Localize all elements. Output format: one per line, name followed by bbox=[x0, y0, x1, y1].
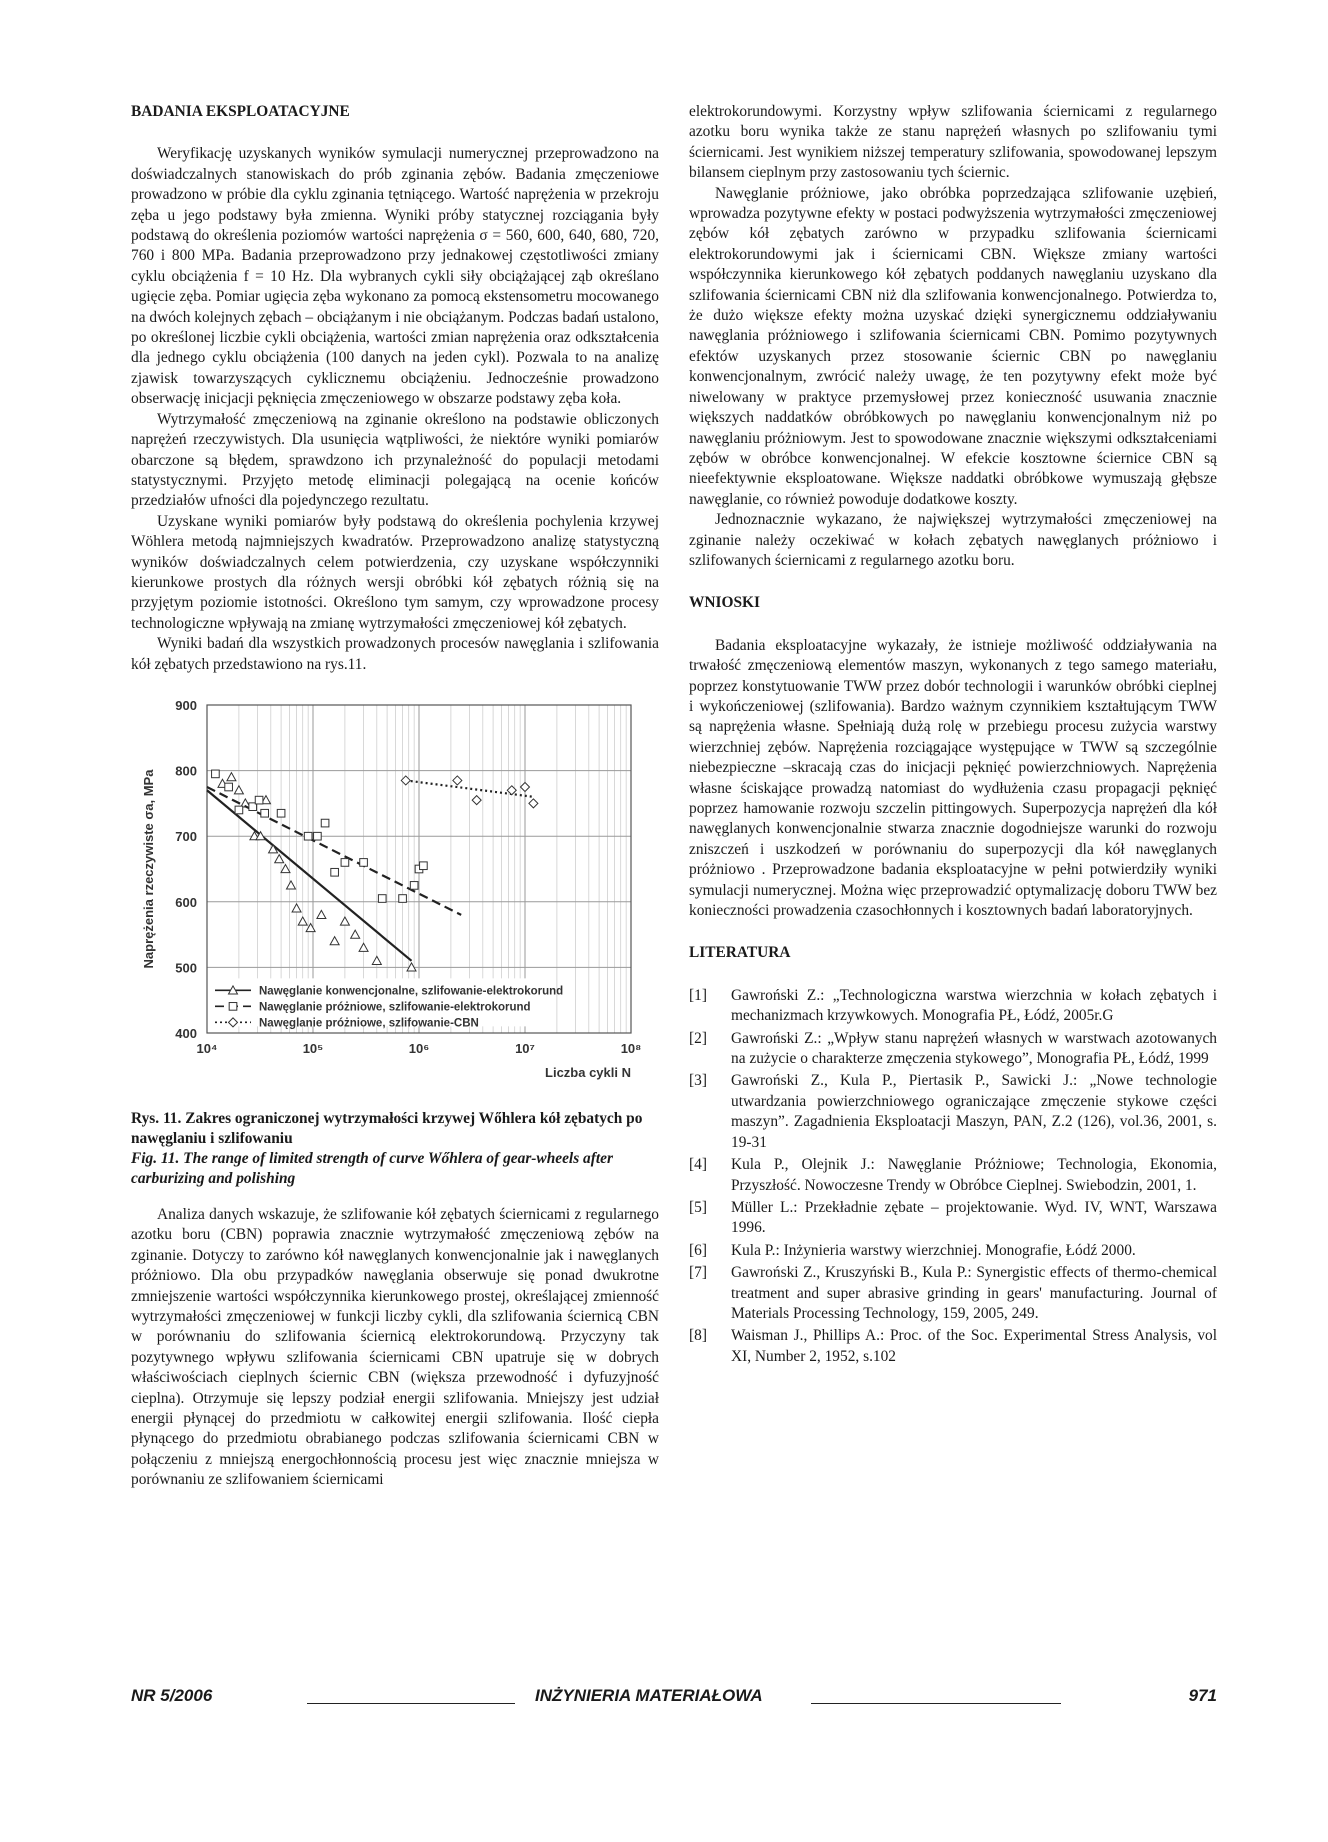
data-point bbox=[399, 895, 407, 903]
x-axis-label: Liczba cykli N bbox=[545, 1064, 631, 1080]
data-point bbox=[359, 943, 368, 951]
data-point bbox=[255, 796, 263, 804]
legend-label: Nawęglanie próżniowe, szlifowanie-CBN bbox=[259, 1017, 479, 1030]
paragraph: Weryfikację uzyskanych wyników symulacji numerycznej przeprowadzono na doświadczalnych stanowiskach do prób zginania zębów. Badania zmęczeniowe prowadzono w próbie dla cyklu zginania tętniącego. Wartość naprężenia w przekroju zęba u jego podstawy była zmienna. Wyniki próby statycznej rozciągania były podstawą do określenia poziomów wartości naprężenia σ = 560, 600, 640, 680, 720, 760 i 800 MPa. Badania przeprowadzono przy jednakowej częstotliwości zmiany cyklu obciążenia f = 10 Hz. Dla wybranych cykli siły obciążającej ząb określano ugięcie zęba. Pomiar ugięcia zęba wykonano za pomocą ekstensometru mocowanego na dwóch kolejnych zębach – obciążanym i nie obciążanym. Podczas badań ustalono, po określonej liczbie cykli obciążenia, wartości zmian naprężenia oraz odkształcenia dla jednego cyklu obciążenia (100 danych na jeden cykl). Pozwala to na analizę zjawisk towarzyszących cyklicznemu obciążeniu. Jednocześnie prowadzono obserwację inicjacji pęknięcia zmęczeniowego w obszarze podstawy zęba koła. bbox=[131, 145, 659, 408]
series-fit-line bbox=[207, 790, 412, 961]
data-point bbox=[212, 770, 220, 778]
x-tick-label: 10⁵ bbox=[302, 1040, 324, 1056]
x-tick-label: 10⁴ bbox=[196, 1040, 218, 1056]
section-heading: BADANIA EKSPLOATACYJNE bbox=[131, 103, 350, 120]
right-column bbox=[689, 102, 1217, 1369]
data-point bbox=[225, 783, 233, 791]
page-number: 971 bbox=[1188, 1686, 1217, 1705]
footer-rule bbox=[307, 1703, 515, 1704]
y-tick-label: 600 bbox=[175, 894, 197, 910]
data-point bbox=[378, 895, 386, 903]
data-point bbox=[521, 782, 530, 791]
data-point bbox=[314, 832, 322, 840]
paragraph: Jednoznacznie wykazano, że największej wytrzymałości zmęczeniowej na zginanie należy oczekiwać w kołach zębatych nawęglanych próżniowo i szlifowanych ściernicami z regularnego azotku boru. bbox=[689, 511, 1217, 569]
x-tick-label: 10⁸ bbox=[620, 1040, 642, 1056]
literatura-heading: LITERATURA bbox=[689, 944, 791, 962]
reference-item: [1] Gawroński Z.: „Technologiczna warstwa wierzchnia w kołach zębatych i mechanizmach krzywkowych. Monografia PŁ, Łódź, 2005r.G bbox=[689, 986, 1217, 1025]
data-point bbox=[321, 819, 329, 827]
data-point bbox=[286, 881, 295, 889]
data-point bbox=[410, 882, 418, 890]
page-footer bbox=[131, 1686, 1217, 1710]
wnioski-text: Badania eksploatacyjne wykazały, że istnieje możliwość oddziaływania na trwałość zmęczeniową elementów maszyn, wykonanych z tego samego materiału, poprzez konstytuowanie TWW przez dobór technologii i warunków obróbki cieplnej i wykończeniowej (szlifowania). Bardzo ważnym czynnikiem kształtującym TWW są naprężenia własne. Spełniają dużą rolę w przebiegu procesu zużycia warstwy wierzchniej zębów. Naprężenia rozciągające występujące w TWW są szczególnie niebezpieczne –skracają czas do inicjacji pęknięć powierzchniowych. Naprężenia własne ściskające prowadzą natomiast do wydłużenia czasu propagacji pęknięć poprzez hamowanie rozwoju szczelin pittingowych. Superpozycja naprężeń dla kół nawęglanych konwencjonalnie stwarza znacznie dogodniejsze warunki do rozwoju zniszczeń i uszkodzeń w porównaniu do superpozycji dla kół nawęglanych próżniowo . Przeprowadzone badania eksploatacyjne w pełni potwierdziły wyniki symulacji numerycznej. Można więc przeprowadzić optymalizację doboru TWW bez konieczności prowadzenia czasochłonnych i kosztownych badań laboratoryjnych. bbox=[689, 636, 1217, 920]
data-point bbox=[227, 773, 236, 781]
data-point bbox=[281, 864, 290, 872]
paragraph: Wytrzymałość zmęczeniową na zginanie określono na podstawie obliczonych naprężeń rzeczywistych. Dla usunięcia wątpliwości, że niektóre wyniki pomiarów obarczone są błędem, sprawdzono ich przynależność do populacji metodami statystycznymi. Przyjęto metodę eliminacji polegającą na ocenie końców przedziałów ufności dla pojedynczego rezultatu. bbox=[131, 410, 659, 510]
reference-item: [8] Waisman J., Phillips A.: Proc. of the Soc. Experimental Stress Analysis, vol XI, Number 2, 1952, s.102 bbox=[689, 1327, 1217, 1365]
y-tick-label: 800 bbox=[175, 763, 197, 779]
paragraph: Nawęglanie próżniowe, jako obróbka poprzedzająca szlifowanie uzębień, wprowadza pozytywne efekty w postaci podwyższenia wytrzymałości zmęczeniowej zębów kół zębatych zarówno w przypadku szlifowania ściernicami elektrokorundowymi jak i ściernicami CBN. Większe zmiany wartości współczynnika kierunkowego kół zębatych poddanych nawęglaniu uzyskano dla szlifowania ściernicami CBN niż dla szlifowania konwencjonalnego. Potwierdza to, że dużo większe efekty można uzyskać dzięki synergicznemu oddziaływaniu nawęglania próżniowego i szlifowania ściernicami CBN. Pomimo pozytywnych efektów uzyskanych przez stosowanie ściernic CBN po nawęglaniu konwencjonalnym, zwrócić należy uwagę, że ten pozytywny efekt może być niwelowany w praktyce przemysłowej przez konieczność usuwania znacznie większych naddatków obróbkowych po nawęglaniu konwencjonalnym niż po nawęglaniu próżniowym. Jest to spowodowane znacznie większymi odkształceniami zębów w obróbce konwencjonalnej. W efekcie kosztowne ściernice CBN są nieefektywnie eksploatowane. Większe naddatki obróbkowe wymuszają głębsze nawęglanie, co również powoduje dodatkowe koszty. bbox=[689, 184, 1217, 508]
footer-rule bbox=[811, 1703, 1061, 1704]
data-point bbox=[372, 956, 381, 964]
reference-item: [4] Kula P., Olejnik J.: Nawęglanie Próżniowe; Technologia, Ekonomia, Przyszłość. Nowoczesne Trendy w Obróbce Cieplnej. Swiebodzin, 2001, 1. bbox=[689, 1156, 1217, 1194]
figure-caption-en: Fig. 11. The range of limited strength of curve Wőhlera of gear-wheels after carburizing and polishing bbox=[131, 1149, 613, 1187]
x-tick-label: 10⁶ bbox=[408, 1040, 430, 1056]
reference-item: [5] Müller L.: Przekładnie zębate – projektowanie. Wyd. IV, WNT, Warszawa 1996. bbox=[689, 1198, 1217, 1237]
data-point bbox=[235, 806, 243, 814]
journal-name: INŻYNIERIA MATERIAŁOWA bbox=[535, 1686, 763, 1705]
legend-label: Nawęglanie próżniowe, szlifowanie-elektrokorund bbox=[259, 1001, 531, 1014]
y-tick-label: 500 bbox=[175, 960, 197, 976]
figure-chart bbox=[131, 685, 659, 1105]
wnioski-heading: WNIOSKI bbox=[689, 594, 760, 612]
x-tick-label: 10⁷ bbox=[515, 1040, 535, 1056]
legend-label: Nawęglanie konwencjonalne, szlifowanie-elektrokorund bbox=[259, 985, 564, 998]
data-point bbox=[331, 868, 339, 876]
paragraph: Uzyskane wyniki pomiarów były podstawą do określenia pochylenia krzywej Wöhlera metodą najmniejszych kwadratów. Przeprowadzono analizę statystyczną wyników doświadczalnych celem potwierdzenia, czy uzyskane współczynniki kierunkowe prostych dla różnych wersji obróbki kół zębatych różnią się na przyjętym poziomie istotności. Określono tym samym, czy wprowadzone procesy technologiczne wpływają na zmianę wytrzymałości zmęczeniowej kół zębatych. bbox=[131, 512, 659, 632]
data-point bbox=[472, 796, 481, 805]
left-column bbox=[131, 102, 659, 1491]
data-point bbox=[420, 862, 428, 870]
data-point bbox=[275, 855, 284, 863]
data-point bbox=[351, 930, 360, 938]
reference-list bbox=[689, 986, 1217, 1367]
data-point bbox=[261, 809, 269, 817]
data-point bbox=[317, 910, 326, 918]
paragraph: Analiza danych wskazuje, że szlifowanie kół zębatych ściernicami z regularnego azotku boru (CBN) poprawia znacznie wytrzymałość zmęczeniową zębów na zginanie. Dotyczy to zarówno kół nawęglanych konwencjonalnie jak i nawęglanych próżniowo. Dla obu przypadków nawęglania obserwuje się ponad dwukrotne zmniejszenie wartości współczynnika kierunkowego prostej, określającej zmienność wytrzymałości zmęczeniowej w funkcji liczby cykli, dla szlifowania ściernicą CBN w porównaniu do szlifowania ściernicą elektrokorundową. Przyczyny tak pozytywnego wpływu szlifowania ściernicami CBN upatruje się w dobrych właściwościach cieplnych ściernic CBN (większa przewodność i dyfuzyjność cieplna). Otrzymuje się lepszy podział energii szlifowania. Mniejszy jest udział energii płynącej do przedmiotu w całkowitej energii szlifowania. Ilość ciepła płynącego do przedmiotu obrabianego podczas szlifowania ściernicami CBN w połączeniu z mniejszą energochłonnością procesu jest więc znacznie mniejsza w porównaniu ze szlifowaniem ściernicami bbox=[131, 1205, 659, 1489]
data-point bbox=[277, 809, 285, 817]
reference-item: [2] Gawroński Z.: „Wpływ stanu naprężeń własnych w warstwach azotowanych na zużycie o charakterze zmęczenia stykowego”, Monografia PŁ, Łódź, 1999 bbox=[689, 1029, 1217, 1068]
data-point bbox=[298, 917, 307, 925]
data-point bbox=[360, 859, 368, 867]
data-point bbox=[234, 786, 243, 794]
issue-number: NR 5/2006 bbox=[131, 1686, 213, 1705]
data-point bbox=[304, 832, 312, 840]
data-point bbox=[453, 776, 462, 785]
figure-caption-pl: Rys. 11. Zakres ograniczonej wytrzymałości krzywej Wőhlera kół zębatych po nawęglaniu i szlifowaniu bbox=[131, 1109, 643, 1147]
wohler-chart bbox=[131, 685, 659, 1105]
reference-item: [6] Kula P.: Inżynieria warstwy wierzchniej. Monografie, Łódź 2000. bbox=[689, 1241, 1136, 1259]
paragraph: elektrokorundowymi. Korzystny wpływ szlifowania ściernicami z regularnego azotku boru wynika także ze stanu naprężeń własnych po szlifowaniu tymi ściernicami. Jest wynikiem niższej temperatury szlifowania, spowodowanej lepszym bilansem cieplnym przy zastosowaniu tych ściernic. bbox=[689, 103, 1217, 182]
data-point bbox=[341, 859, 349, 867]
legend-marker bbox=[229, 1003, 237, 1011]
data-point bbox=[529, 799, 538, 808]
data-point bbox=[330, 937, 339, 945]
y-tick-label: 700 bbox=[175, 829, 197, 845]
y-tick-label: 900 bbox=[175, 697, 197, 713]
data-point bbox=[292, 904, 301, 912]
reference-item: [3] Gawroński Z., Kula P., Piertasik P., Sawicki J.: „Nowe technologie utwardzania powierzchniowego ograniczające zmęczenie stykowe części maszyn”. Zagadnienia Eksploatacji Maszyn, PAN, Z.2 (126), vol.36, 2001, s. 19-31 bbox=[689, 1072, 1217, 1151]
y-tick-label: 400 bbox=[175, 1025, 197, 1041]
reference-item: [7] Gawroński Z., Kruszyński B., Kula P.: Synergistic effects of thermo-chemical treatment and super abrasive grinding in gears' manufacturing. Journal of Materials Processing Technology, 159, 2005, 249. bbox=[689, 1264, 1217, 1322]
paragraph: Wyniki badań dla wszystkich prowadzonych procesów nawęglania i szlifowania kół zębatych przedstawiono na rys.11. bbox=[131, 635, 659, 673]
y-axis-label: Naprężenia rzeczywiste σa, MPa bbox=[141, 769, 156, 969]
data-point bbox=[340, 917, 349, 925]
